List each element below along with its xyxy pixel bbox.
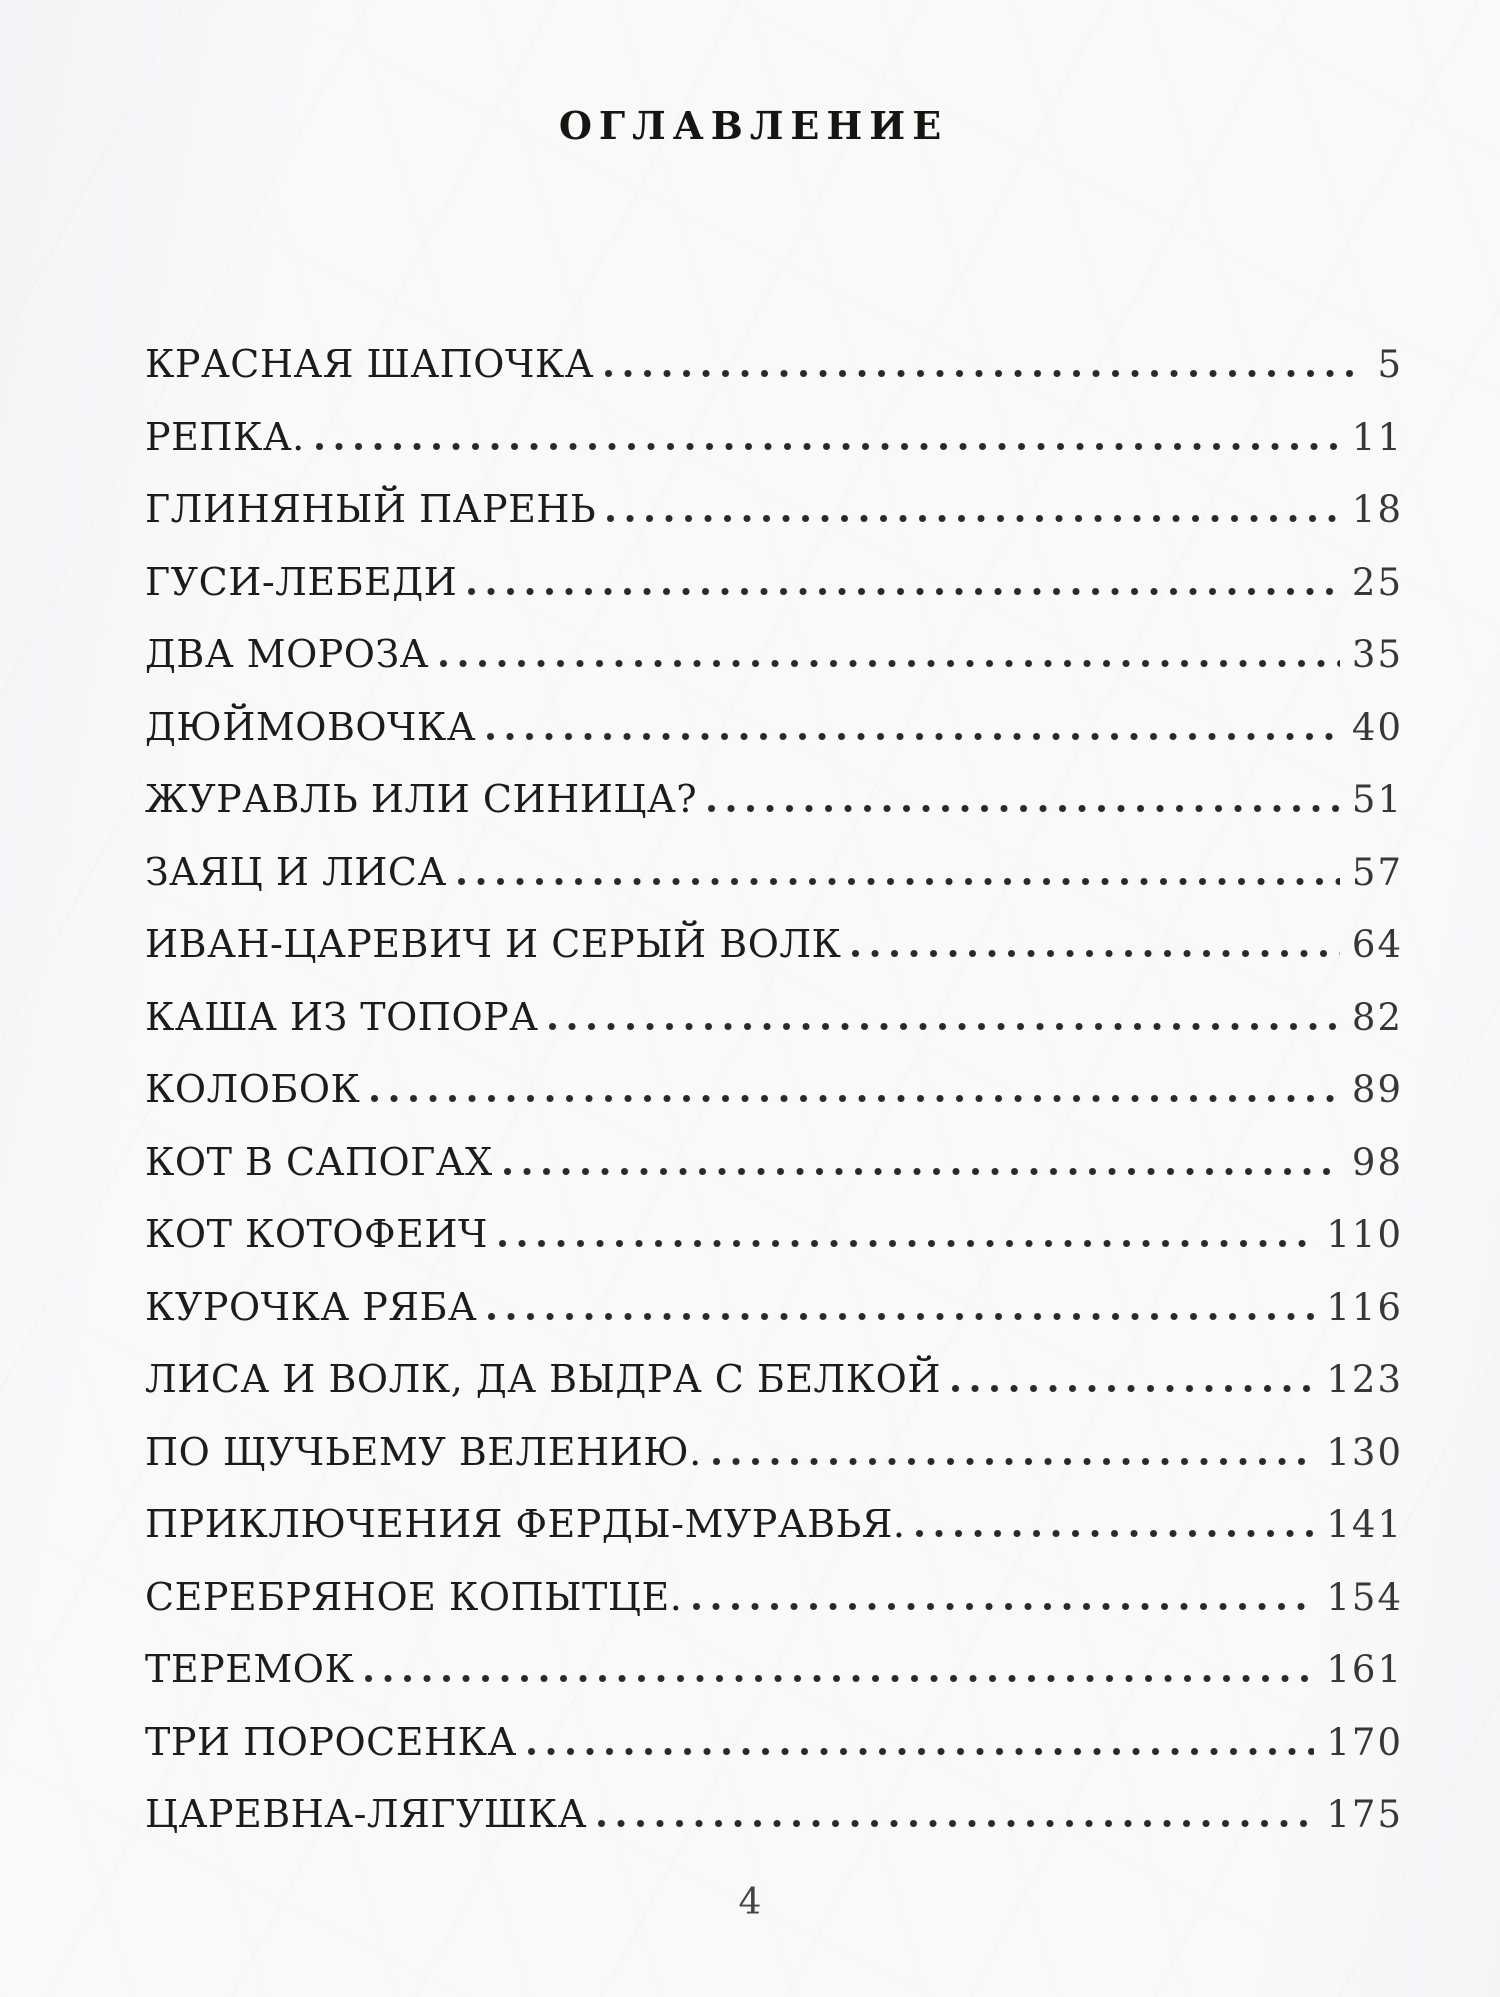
toc-entry-page: 161 (1326, 1648, 1403, 1691)
toc-entry-title: КАША ИЗ ТОПОРА (145, 994, 539, 1039)
toc-entry (145, 1430, 1403, 1503)
dot-leader (365, 1675, 1314, 1682)
dot-leader (713, 1458, 1315, 1465)
toc-entry-page: 51 (1351, 778, 1403, 821)
toc-entry (145, 1357, 1403, 1430)
toc-entry-title: ЖУРАВЛЬ ИЛИ СИНИЦА? (145, 777, 698, 821)
toc-entry (145, 632, 1403, 705)
toc-entry (145, 1720, 1403, 1793)
toc-entry (145, 415, 1403, 488)
toc-entry (145, 1285, 1403, 1358)
dot-leader (371, 1095, 1339, 1102)
toc-entry-page: 64 (1351, 923, 1403, 966)
toc-entry-title: КУРОЧКА РЯБА (145, 1284, 478, 1329)
toc-entry-page: 40 (1351, 705, 1403, 749)
dot-leader (504, 1168, 1340, 1175)
toc-entry-page: 98 (1351, 1140, 1403, 1184)
dot-leader (708, 805, 1340, 812)
toc-entry-title: ДВА МОРОЗА (145, 632, 429, 676)
toc-entry (145, 487, 1403, 560)
toc-entry (145, 995, 1403, 1068)
toc-entry-title: ГУСИ-ЛЕБЕДИ (145, 559, 458, 604)
toc-entry-title: ЗАЯЦ И ЛИСА (145, 849, 447, 894)
table-of-contents (145, 342, 1403, 1865)
dot-leader (952, 1385, 1314, 1392)
toc-entry-title: ГЛИНЯНЫЙ ПАРЕНЬ (145, 487, 597, 531)
dot-leader (488, 1313, 1314, 1320)
toc-entry-page: 154 (1326, 1575, 1403, 1619)
toc-entry (145, 1067, 1403, 1140)
dot-leader (607, 515, 1340, 522)
toc-entry-title: КРАСНАЯ ШАПОЧКА (145, 342, 595, 386)
toc-entry-page: 175 (1326, 1793, 1403, 1836)
toc-entry-page: 25 (1351, 560, 1403, 604)
toc-entry-page: 35 (1351, 633, 1403, 676)
toc-entry-title: ПО ЩУЧЬЕМУ ВЕЛЕНИЮ. (145, 1429, 702, 1474)
toc-entry-page: 123 (1326, 1358, 1403, 1401)
toc-entry (145, 1140, 1403, 1213)
toc-entry (145, 777, 1403, 850)
toc-entry-title: ТРИ ПОРОСЕНКА (145, 1719, 517, 1764)
dot-leader (468, 588, 1340, 595)
toc-entry-title: ДЮЙМОВОЧКА (145, 704, 477, 749)
dot-leader (440, 660, 1340, 667)
toc-entry (145, 560, 1403, 633)
toc-entry (145, 1792, 1403, 1865)
toc-entry-page: 89 (1351, 1068, 1403, 1111)
dot-leader (605, 370, 1365, 377)
dot-leader (598, 1820, 1314, 1827)
dot-leader (916, 1530, 1314, 1537)
toc-entry-page: 141 (1326, 1503, 1403, 1546)
toc-entry (145, 1647, 1403, 1720)
toc-entry (145, 850, 1403, 923)
toc-entry-title: КОТ В САПОГАХ (145, 1139, 493, 1184)
toc-entry-page: 57 (1351, 850, 1403, 894)
dot-leader (487, 733, 1340, 740)
toc-entry-title: ЦАРЕВНА-ЛЯГУШКА (145, 1792, 587, 1836)
toc-entry (145, 342, 1403, 415)
toc-entry-page: 116 (1326, 1285, 1403, 1329)
toc-entry-title: РЕПКА. (145, 414, 305, 459)
toc-entry-page: 11 (1351, 415, 1403, 459)
toc-entry-title: ТЕРЕМОК (145, 1647, 355, 1691)
toc-entry (145, 1502, 1403, 1575)
toc-entry-page: 110 (1326, 1213, 1403, 1256)
dot-leader (458, 878, 1340, 885)
page-title: ОГЛАВЛЕНИЕ (558, 103, 949, 148)
toc-entry-page: 18 (1351, 488, 1403, 531)
dot-leader (693, 1603, 1314, 1610)
toc-entry-title: ЛИСА И ВОЛК, ДА ВЫДРА С БЕЛКОЙ (145, 1357, 941, 1401)
toc-entry (145, 1212, 1403, 1285)
dot-leader (549, 1023, 1339, 1030)
toc-entry (145, 1575, 1403, 1648)
toc-entry-title: КОЛОБОК (145, 1067, 361, 1111)
toc-entry-title: ИВАН-ЦАРЕВИЧ И СЕРЫЙ ВОЛК (145, 922, 842, 966)
dot-leader (852, 950, 1339, 957)
toc-entry-title: ПРИКЛЮЧЕНИЯ ФЕРДЫ-МУРАВЬЯ. (145, 1502, 906, 1546)
dot-leader (316, 443, 1340, 450)
dot-leader (499, 1240, 1315, 1247)
toc-entry-title: СЕРЕБРЯНОЕ КОПЫТЦЕ. (145, 1574, 683, 1619)
toc-entry-title: КОТ КОТОФЕИЧ (145, 1212, 488, 1256)
toc-entry-page: 130 (1326, 1430, 1403, 1474)
page-number: 4 (738, 1882, 762, 1923)
toc-entry-page: 5 (1377, 343, 1403, 386)
toc-entry-page: 170 (1326, 1720, 1403, 1764)
toc-entry (145, 922, 1403, 995)
toc-entry-page: 82 (1351, 995, 1403, 1039)
toc-entry (145, 705, 1403, 778)
dot-leader (528, 1748, 1315, 1755)
